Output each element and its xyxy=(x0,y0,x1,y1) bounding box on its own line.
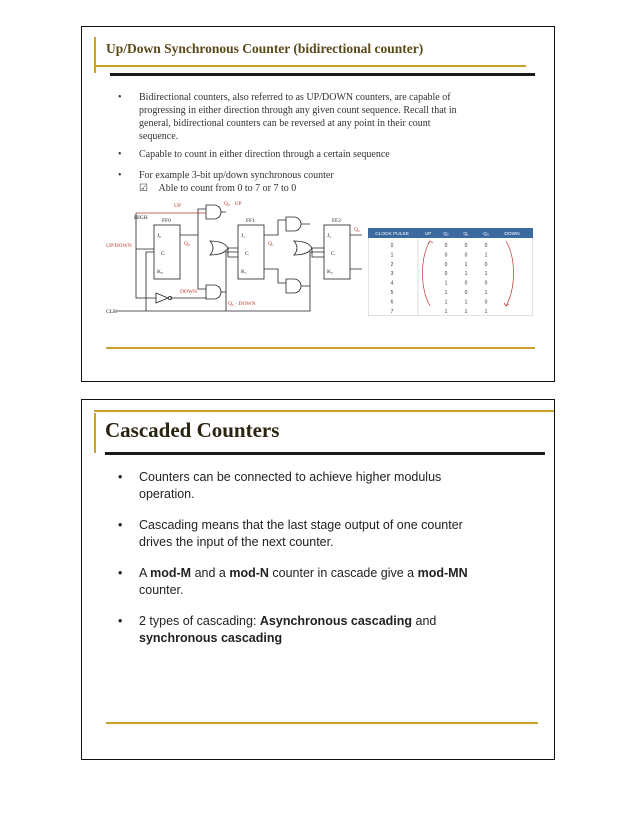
bullet-line: progressing in either direction through any given count sequence. Recall that in xyxy=(139,105,457,116)
table-header: UP xyxy=(424,232,432,237)
footer-line xyxy=(106,347,535,349)
table-cell: 0 xyxy=(444,271,448,278)
bullet-cascading-means xyxy=(118,517,499,550)
table-clock-pulse-cell: 4 xyxy=(390,280,394,287)
table-cell: 0 xyxy=(484,280,488,287)
bullet-capable xyxy=(118,148,539,161)
table-clock-pulse-cell: 1 xyxy=(390,252,394,259)
table-cell: 0 xyxy=(444,252,448,259)
slide-cascaded-counters xyxy=(81,399,555,760)
label-high: HIGH xyxy=(134,215,148,221)
label-down: DOWN xyxy=(180,289,198,295)
bullet-line: sequence. xyxy=(139,131,179,142)
bullet-line: Cascading means that the last stage output of one counter xyxy=(139,518,463,532)
table-clock-pulse-cell: 3 xyxy=(390,271,394,278)
slide-title: Cascaded Counters xyxy=(105,418,280,442)
table-clock-pulse-cell: 0 xyxy=(390,243,394,249)
checkbox-icon: ☑ xyxy=(139,183,148,194)
table-cell: 1 xyxy=(464,299,468,306)
title-underline xyxy=(94,65,526,67)
and-gate xyxy=(286,217,301,231)
inverter-gate xyxy=(156,293,168,303)
label-q2: Q₂ xyxy=(354,227,360,233)
and-gate xyxy=(206,285,221,299)
label-clk: CLK xyxy=(106,309,117,315)
bullet-line: 2 types of cascading: Asynchronous cascading and xyxy=(139,614,437,628)
table-cell: 0 xyxy=(464,243,468,249)
bullet-dot: • xyxy=(118,614,123,628)
table-cell: 1 xyxy=(444,290,448,296)
table-cell: 1 xyxy=(464,308,468,315)
label-ff1: FF1 xyxy=(246,218,255,224)
up-down-counter-circuit xyxy=(106,199,368,317)
async-cascading-text: Asynchronous cascading xyxy=(259,614,413,628)
table-cell: 0 xyxy=(464,280,468,287)
label-q0-down: Q₀ · DOWN xyxy=(228,301,256,307)
bullet-line: Counters can be connected to achieve higher modulus xyxy=(139,470,442,484)
bullet-text: For example 3-bit up/down synchronous counter xyxy=(139,170,334,181)
label-q0: Q₀ xyxy=(184,241,190,247)
table-header: DOWN xyxy=(504,232,520,237)
slide-title: Up/Down Synchronous Counter (bidirectional counter) xyxy=(106,41,424,56)
table-clock-pulse-cell: 7 xyxy=(390,308,394,315)
bullet-line: general, bidirectional counters can be reversed at any point in their count xyxy=(139,118,431,129)
table-cell: 1 xyxy=(464,261,468,268)
label-updown: UP/DOWN xyxy=(106,243,132,249)
slide-up-down-counter xyxy=(81,26,555,382)
bullet-types-of-cascading xyxy=(118,613,499,646)
bullet-higher-modulus xyxy=(118,469,499,502)
mod-m-text: mod-M xyxy=(150,566,192,580)
table-clock-pulse-cell: 6 xyxy=(390,299,394,306)
label-j2: J₂ xyxy=(327,233,332,239)
bullet-bidirectional xyxy=(118,91,539,143)
bullet-dot: • xyxy=(118,92,122,103)
table-cell: 1 xyxy=(484,271,488,278)
bullet-line: Bidirectional counters, also referred to as UP/DOWN counters, are capable of xyxy=(139,92,451,103)
table-cell: 0 xyxy=(484,299,488,306)
bullet-dot: • xyxy=(118,566,123,580)
bullet-line xyxy=(139,630,499,647)
table-cell: 1 xyxy=(484,308,488,315)
table-cell: 1 xyxy=(444,280,448,287)
and-gate xyxy=(206,205,221,219)
table-cell: 0 xyxy=(464,290,468,296)
count-sequence-table xyxy=(368,228,533,316)
table-cell: 1 xyxy=(444,308,448,315)
or-gate xyxy=(294,241,312,255)
table-header: CLOCK PULSE xyxy=(375,232,409,237)
label-q1: Q₁ xyxy=(268,241,274,247)
label-k0: K₀ xyxy=(157,269,163,275)
table-cell: 1 xyxy=(464,271,468,278)
bullet-mod-mn xyxy=(118,565,499,598)
table-cell: 0 xyxy=(444,243,448,249)
bullet-line: operation. xyxy=(139,486,195,501)
bullet-line: A mod-M and a mod-N counter in cascade give a mod-MN xyxy=(139,566,468,580)
table-header: Q₀ xyxy=(483,232,489,237)
bullet-dot: • xyxy=(118,149,122,160)
bullet-example xyxy=(118,169,539,182)
table-header: Q₁ xyxy=(463,232,469,237)
label-k1: K₁ xyxy=(241,269,247,275)
label-c: C xyxy=(331,251,335,257)
label-q0-up: Q₀ · UP xyxy=(224,201,242,207)
table-header: Q₂ xyxy=(443,232,449,237)
or-gate xyxy=(210,241,228,255)
title-rule xyxy=(105,452,545,455)
sync-cascading-text: synchronous cascading xyxy=(139,630,283,645)
sub-bullet xyxy=(139,182,539,195)
table-cell: 0 xyxy=(444,261,448,268)
table-cell: 1 xyxy=(444,299,448,306)
label-k2: K₂ xyxy=(327,269,333,275)
bullet-line: drives the input of the next counter. xyxy=(139,534,334,549)
title-rule xyxy=(110,73,535,76)
table-clock-pulse-cell: 5 xyxy=(390,290,394,296)
bullet-line: counter. xyxy=(139,582,184,597)
label-c: C xyxy=(245,251,249,257)
bullet-dot: • xyxy=(118,518,123,532)
bullet-dot: • xyxy=(118,170,122,181)
label-j1: J₁ xyxy=(241,233,246,239)
title-accent-bar xyxy=(94,37,96,73)
table-cell: 0 xyxy=(464,252,468,259)
and-gate xyxy=(286,279,301,293)
label-ff0: FF0 xyxy=(162,218,171,224)
table-cell: 0 xyxy=(484,261,488,268)
label-c: C xyxy=(161,251,165,257)
mod-n-text: mod-N xyxy=(229,566,269,580)
bullet-text: Capable to count in either direction through a certain sequence xyxy=(139,149,390,160)
title-overline xyxy=(94,410,554,412)
table-cell: 0 xyxy=(484,243,488,249)
title-accent-bar xyxy=(94,413,96,453)
label-j0: J₀ xyxy=(157,233,162,239)
sub-bullet-text: Able to count from 0 to 7 or 7 to 0 xyxy=(158,183,297,194)
table-cell: 1 xyxy=(484,290,488,296)
bullet-dot: • xyxy=(118,470,123,484)
table-clock-pulse-cell: 2 xyxy=(390,261,394,268)
table-cell: 1 xyxy=(484,252,488,259)
label-ff2: FF2 xyxy=(332,218,341,224)
mod-mn-text: mod-MN xyxy=(417,566,468,580)
label-up: UP xyxy=(174,203,182,209)
footer-line xyxy=(106,722,538,724)
